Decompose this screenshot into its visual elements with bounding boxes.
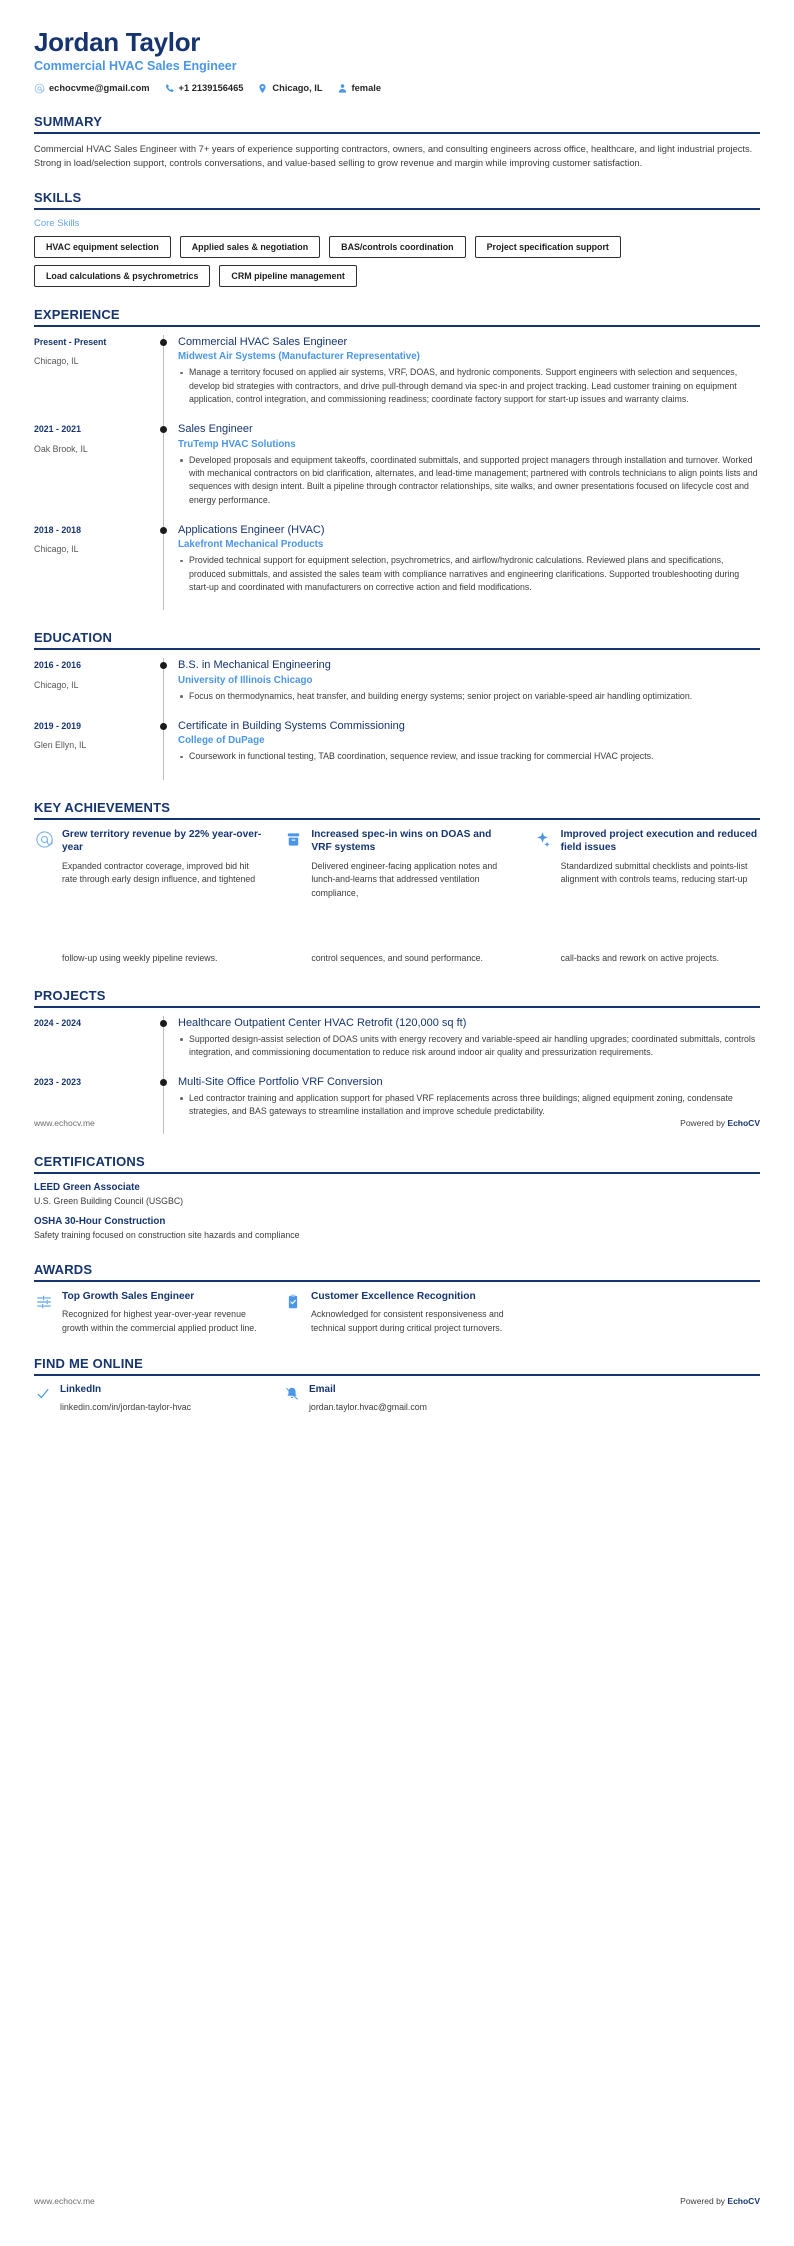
award-heading: Top Growth Sales Engineer	[62, 1290, 195, 1302]
online-link-email[interactable]	[283, 1384, 510, 1412]
timeline-marker	[152, 658, 178, 719]
bullet-item: Supported design-assist selection of DOAS units with energy recovery and variable-speed air handling upgrades; coordinated submittals, controls integration, and commissioning documentation to reduce risk around indoor air quality and pressurization requirements.	[178, 1033, 760, 1060]
section-certifications	[34, 1154, 760, 1242]
skill-chip[interactable]: CRM pipeline management	[219, 265, 356, 287]
skills-title: SKILLS	[34, 189, 82, 205]
entry-degree: Certificate in Building Systems Commissioning	[178, 719, 405, 732]
entry-daterange: 2021 - 2021	[34, 424, 81, 435]
achievement-heading: Grew territory revenue by 22% year-over-year	[62, 828, 262, 854]
footer-powered-by	[680, 2196, 760, 2206]
check-icon	[34, 1385, 52, 1403]
section-divider	[34, 1374, 760, 1376]
achievement-card	[533, 828, 760, 901]
award-card	[34, 1290, 261, 1336]
achievement-body: Delivered engineer-facing application notes and lunch-and-learns that addressed ventilation compliance,	[311, 860, 498, 898]
page-break-gap	[34, 900, 760, 946]
section-summary	[34, 114, 760, 170]
achievement-tail-card	[283, 946, 510, 968]
education-entry	[34, 658, 760, 719]
entry-meta	[34, 1016, 152, 1029]
footer-site-url[interactable]: www.echocv.me	[34, 1118, 95, 1128]
achievement-heading: Increased spec-in wins on DOAS and VRF systems	[311, 828, 492, 854]
education-title: EDUCATION	[34, 630, 113, 646]
entry-school: College of DuPage	[178, 735, 265, 747]
section-divider	[34, 1172, 760, 1174]
entry-bullets	[178, 1092, 760, 1119]
bullet-item: Provided technical support for equipment selection, psychrometrics, and airflow/hydronic calculations. Reviewed plans and specifications, produced submittals, and assisted the sales team with compliance narratives and engineering clarifications. Supported troubleshooting during start-up and coordinated with manufacturers on corrective action and field modifications.	[178, 554, 760, 594]
contact-gender	[337, 83, 381, 94]
experience-title: EXPERIENCE	[34, 306, 120, 322]
skill-chip[interactable]: BAS/controls coordination	[329, 236, 465, 258]
achievement-tail-card	[34, 946, 261, 968]
entry-bullets	[178, 554, 760, 594]
bullet-item: Developed proposals and equipment takeoffs, coordinated submittals, and supported project managers through installation and turnover. Worked with mechanical contractors on bid clarification, alternates, and lead-time management; partnered with controls technicians to align points lists and sequences with design intent. Built a pipeline through contractor relationships, site walks, and owner presentations focused on lifecycle cost and energy performance.	[178, 454, 760, 507]
achievement-tail: control sequences, and sound performance.	[311, 953, 483, 964]
bullet-item: Coursework in functional testing, TAB coordination, sequence review, and issue tracking for commercial HVAC projects.	[178, 750, 760, 763]
online-link-spacer	[532, 1384, 759, 1412]
achievement-tail: call-backs and rework on active projects.	[560, 953, 720, 964]
achievement-card	[283, 828, 510, 901]
contact-location-value: Chicago, IL	[272, 83, 323, 94]
bullet-item: Focus on thermodynamics, heat transfer, and building energy systems; senior project on variable-speed air handling optimization.	[178, 690, 760, 703]
footer-powered-prefix: Powered by	[680, 1118, 728, 1128]
key-achievements-title: KEY ACHIEVEMENTS	[34, 799, 171, 815]
award-body: Recognized for highest year-over-year revenue growth within the commercial applied product line.	[62, 1309, 257, 1334]
certification-desc: Safety training focused on construction site hazards and compliance	[34, 1230, 300, 1241]
section-divider	[34, 648, 760, 650]
page-title: Jordan Taylor	[34, 27, 201, 57]
achievement-tails	[34, 946, 760, 968]
online-link-value[interactable]: jordan.taylor.hvac@gmail.com	[308, 1401, 427, 1412]
certification-name: OSHA 30-Hour Construction	[34, 1216, 166, 1228]
award-body: Acknowledged for consistent responsiveness and technical support during critical project turnovers.	[310, 1309, 504, 1334]
entry-body	[178, 658, 760, 719]
section-awards	[34, 1262, 760, 1336]
award-card	[283, 1290, 510, 1336]
entry-job-title: Commercial HVAC Sales Engineer	[178, 335, 348, 348]
entry-meta	[34, 422, 152, 455]
entry-bullets	[178, 454, 760, 507]
timeline-marker	[152, 335, 178, 422]
contact-list	[34, 83, 760, 94]
at-sign-icon	[34, 830, 54, 850]
award-spacer	[532, 1290, 759, 1336]
online-link-label: Email	[308, 1383, 336, 1395]
entry-meta	[34, 719, 152, 752]
timeline-marker	[152, 422, 178, 523]
timeline-dot	[160, 1079, 167, 1086]
entry-school: University of Illinois Chicago	[178, 674, 313, 686]
awards-title: AWARDS	[34, 1261, 93, 1277]
section-divider	[34, 1280, 760, 1282]
section-key-achievements	[34, 800, 760, 901]
entry-body	[178, 1016, 760, 1075]
entry-job-title: Applications Engineer (HVAC)	[178, 523, 325, 536]
experience-entry	[34, 335, 760, 422]
entry-organization: TruTemp HVAC Solutions	[178, 438, 296, 450]
contact-email-value: echocvme@gmail.com	[49, 83, 150, 94]
skill-chip[interactable]: Applied sales & negotiation	[180, 236, 320, 258]
certification-name: LEED Green Associate	[34, 1182, 140, 1194]
resume-header	[34, 28, 760, 94]
entry-location: Chicago, IL	[34, 356, 79, 367]
projects-title: PROJECTS	[34, 988, 106, 1004]
entry-daterange: 2018 - 2018	[34, 524, 81, 535]
footer-site-url[interactable]: www.echocv.me	[34, 2196, 95, 2206]
skill-chip[interactable]: Project specification support	[475, 236, 621, 258]
footer-powered-by	[680, 1118, 760, 1128]
entry-location: Oak Brook, IL	[34, 443, 88, 454]
entry-location: Chicago, IL	[34, 544, 79, 555]
entry-daterange: 2016 - 2016	[34, 660, 81, 671]
person-icon	[337, 83, 348, 94]
skills-chip-list	[34, 236, 760, 287]
timeline-dot	[160, 339, 167, 346]
section-education	[34, 630, 760, 779]
footer-brand: EchoCV	[727, 2196, 760, 2206]
sparkle-icon	[533, 830, 553, 850]
entry-organization: Midwest Air Systems (Manufacturer Representative)	[178, 351, 420, 363]
entry-job-title: Sales Engineer	[178, 423, 253, 436]
entry-bullets	[178, 366, 760, 406]
entry-bullets	[178, 750, 760, 763]
achievement-tail: follow-up using weekly pipeline reviews.	[62, 953, 218, 964]
summary-title: SUMMARY	[34, 113, 103, 129]
summary-text: Commercial HVAC Sales Engineer with 7+ years of experience supporting contractors, owners, and consulting engineers across office, healthcare, and light industrial projects. Strong in load/selection support, controls conversations, and value-based selling to grow revenue and margin while improving customer satisfaction.	[34, 143, 753, 168]
timeline-line	[163, 335, 164, 422]
entry-meta	[34, 335, 152, 368]
section-projects	[34, 988, 760, 1134]
bullet-item: Led contractor training and application support for phased VRF replacements across three buildings; aligned equipment zoning, condensate strategies, and BAS gateways to streamline installation and improve schedule predictability.	[178, 1092, 760, 1119]
achievement-tail-card	[533, 946, 760, 968]
spacer-icon	[283, 948, 303, 968]
entry-location: Chicago, IL	[34, 679, 79, 690]
section-divider	[34, 1006, 760, 1008]
spacer-icon	[34, 948, 54, 968]
certifications-title: CERTIFICATIONS	[34, 1154, 145, 1170]
achievement-body: Standardized submittal checklists and points-list alignment with controls teams, reducing start-up	[560, 860, 748, 885]
award-heading: Customer Excellence Recognition	[310, 1290, 476, 1302]
online-link-value[interactable]: linkedin.com/in/jordan-taylor-hvac	[60, 1401, 192, 1412]
section-find-me-online	[34, 1356, 760, 1412]
timeline-dot	[160, 527, 167, 534]
section-divider	[34, 208, 760, 210]
contact-location	[257, 83, 322, 94]
timeline-dot	[160, 1020, 167, 1027]
contact-phone[interactable]	[164, 83, 244, 94]
certification-item	[34, 1182, 760, 1208]
timeline-marker	[152, 1016, 178, 1075]
clipboard-check-icon	[283, 1292, 303, 1312]
header-role: Commercial HVAC Sales Engineer	[34, 58, 237, 73]
entry-bullets	[178, 1033, 760, 1060]
section-divider	[34, 818, 760, 820]
entry-daterange: 2019 - 2019	[34, 720, 81, 731]
project-title: Multi-Site Office Portfolio VRF Conversion	[178, 1076, 383, 1089]
page-footer-2	[34, 2196, 760, 2206]
section-divider	[34, 132, 760, 134]
timeline-marker	[152, 523, 178, 610]
timeline-dot	[160, 662, 167, 669]
entry-location: Glen Ellyn, IL	[34, 740, 87, 751]
entry-daterange: 2023 - 2023	[34, 1077, 81, 1088]
skill-chip[interactable]: HVAC equipment selection	[34, 236, 171, 258]
contact-email[interactable]	[34, 83, 150, 94]
footer-powered-prefix: Powered by	[680, 2196, 728, 2206]
sliders-icon	[34, 1292, 54, 1312]
certification-desc: U.S. Green Building Council (USGBC)	[34, 1196, 184, 1207]
achievement-body: Expanded contractor coverage, improved bid hit rate through early design influence, and tightened	[62, 860, 256, 885]
timeline-dot	[160, 723, 167, 730]
entry-body	[178, 523, 760, 610]
timeline-dot	[160, 426, 167, 433]
timeline-line	[163, 422, 164, 523]
achievement-heading: Improved project execution and reduced field issues	[560, 828, 758, 854]
contact-gender-value: female	[351, 83, 381, 94]
entry-organization: Lakefront Mechanical Products	[178, 539, 324, 551]
bell-off-icon	[283, 1385, 301, 1403]
entry-body	[178, 422, 760, 523]
skill-chip[interactable]: Load calculations & psychrometrics	[34, 265, 210, 287]
find-me-online-title: FIND ME ONLINE	[34, 1355, 143, 1371]
entry-meta	[34, 523, 152, 556]
phone-icon	[164, 83, 175, 94]
email-icon	[34, 83, 45, 94]
project-entry	[34, 1016, 760, 1075]
online-links-grid	[34, 1384, 760, 1412]
online-link-label: LinkedIn	[60, 1383, 102, 1395]
online-link-linkedin[interactable]	[34, 1384, 261, 1412]
entry-meta	[34, 1075, 152, 1088]
entry-degree: B.S. in Mechanical Engineering	[178, 659, 331, 672]
experience-entry	[34, 422, 760, 523]
section-experience	[34, 307, 760, 610]
timeline-marker	[152, 719, 178, 780]
certification-item	[34, 1216, 760, 1242]
spacer-icon	[533, 948, 553, 968]
achievement-grid	[34, 828, 760, 901]
archive-box-icon	[283, 830, 303, 850]
page-footer-1	[34, 1118, 760, 1128]
timeline-line	[163, 523, 164, 610]
education-entry	[34, 719, 760, 780]
entry-body	[178, 335, 760, 422]
entry-body	[178, 719, 760, 780]
entry-daterange: Present - Present	[34, 336, 107, 347]
awards-grid	[34, 1290, 760, 1336]
experience-entry	[34, 523, 760, 610]
contact-phone-value: +1 2139156465	[178, 83, 244, 94]
achievement-card	[34, 828, 261, 901]
entry-daterange: 2024 - 2024	[34, 1018, 81, 1029]
section-divider	[34, 325, 760, 327]
bullet-item: Manage a territory focused on applied air systems, VRF, DOAS, and hydronic components. Support engineers with selection and sequences, develop bid strategies with contractors, and drive pull-through demand via spec-in and project tracking. Lead customer training on equipment application, control integration, and commissioning readiness; coordinate factory support for start-up issues and warranty claims.	[178, 366, 760, 406]
section-skills	[34, 190, 760, 287]
location-pin-icon	[257, 83, 268, 94]
skills-subtitle: Core Skills	[34, 217, 80, 229]
footer-brand: EchoCV	[727, 1118, 760, 1128]
project-title: Healthcare Outpatient Center HVAC Retrofit (120,000 sq ft)	[178, 1017, 467, 1030]
entry-meta	[34, 658, 152, 691]
entry-bullets	[178, 690, 760, 703]
